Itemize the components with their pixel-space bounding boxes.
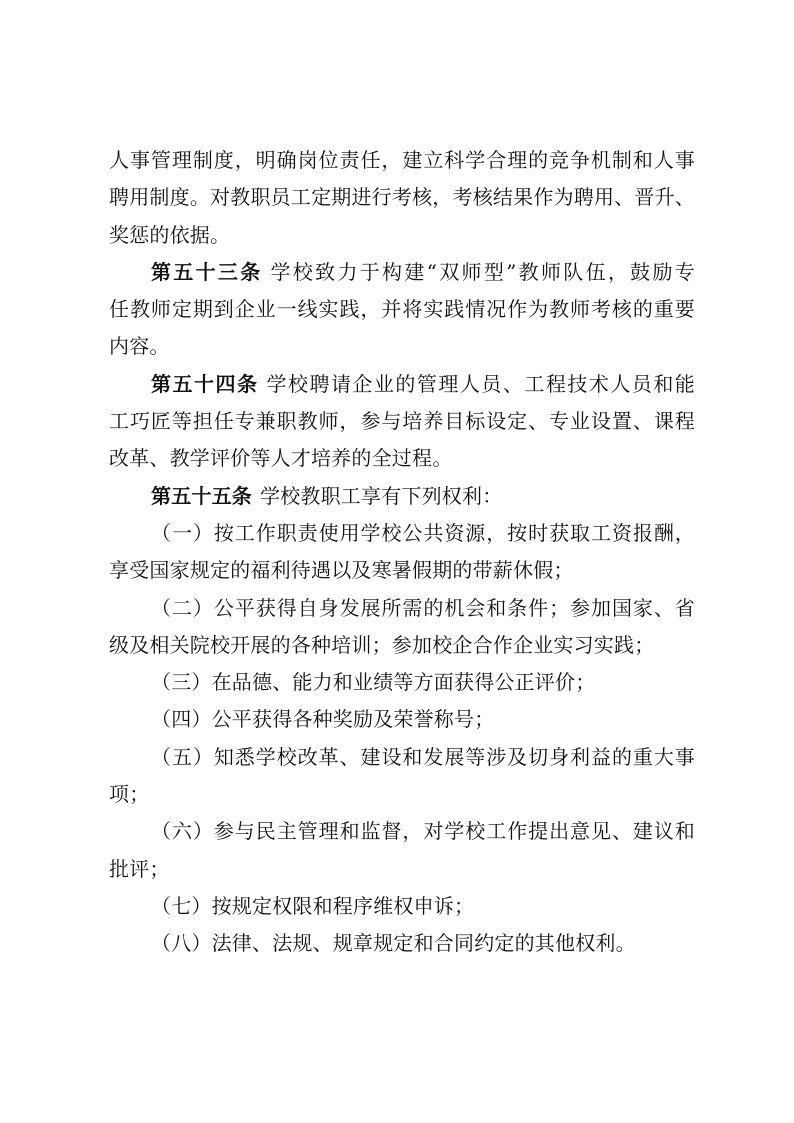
line-text: 学校聘请企业的管理人员、工程技术人员和能	[266, 371, 695, 396]
list-item-line	[109, 515, 695, 552]
text-line	[109, 851, 695, 888]
article-54-line	[109, 366, 695, 403]
line-text: 奖惩的依据。	[109, 222, 231, 247]
line-text: （八）法律、法规、规章规定和合同约定的其他权利。	[151, 931, 636, 956]
list-item-line	[109, 664, 695, 701]
line-text: 内容。	[109, 334, 170, 359]
line-text: 人事管理制度，明确岗位责任，建立科学合理的竞争机制和人事	[109, 148, 695, 172]
text-line	[109, 328, 695, 365]
article-number: 第五十五条	[151, 483, 252, 508]
line-text: 学校教职工享有下列权利：	[260, 483, 503, 508]
line-text: 任教师定期到企业一线实践，并将实践情况作为教师考核的重要	[109, 297, 695, 322]
line-text: 项；	[109, 782, 150, 807]
line-text: 级及相关院校开展的各种培训；参加校企合作企业实习实践；	[109, 632, 655, 657]
list-item-line	[109, 739, 695, 776]
line-text: （五）知悉学校改革、建设和发展等涉及切身利益的重大事	[151, 744, 695, 769]
line-text: （三）在品德、能力和业绩等方面获得公正评价；	[151, 670, 596, 695]
line-text: 聘用制度。对教职员工定期进行考核，考核结果作为聘用、晋升、	[109, 185, 695, 210]
line-text: （七）按规定权限和程序维权申诉；	[151, 893, 475, 918]
text-line	[109, 142, 695, 179]
text-line	[109, 217, 695, 254]
text-line	[109, 776, 695, 813]
line-text: 批评；	[109, 856, 170, 881]
document-body	[109, 142, 695, 963]
text-line	[109, 552, 695, 589]
list-item-line	[109, 590, 695, 627]
text-line	[109, 291, 695, 328]
article-number: 第五十四条	[151, 371, 259, 396]
list-item-line	[109, 925, 695, 962]
article-55-line	[109, 478, 695, 515]
text-line	[109, 403, 695, 440]
line-text: （二）公平获得自身发展所需的机会和条件；参加国家、省	[151, 595, 695, 620]
line-text: （六）参与民主管理和监督，对学校工作提出意见、建议和	[151, 819, 695, 844]
line-text: 改革、教学评价等人才培养的全过程。	[109, 446, 453, 471]
line-text: （四）公平获得各种奖励及荣誉称号；	[151, 707, 495, 732]
list-item-line	[109, 813, 695, 850]
line-text: 学校致力于构建“双师型”教师队伍，鼓励专	[270, 259, 695, 284]
article-53-line	[109, 254, 695, 291]
line-text: （一）按工作职责使用学校公共资源，按时获取工资报酬，	[151, 520, 695, 545]
text-line	[109, 179, 695, 216]
line-text: 享受国家规定的福利待遇以及寒暑假期的带薪休假；	[109, 558, 574, 583]
article-number: 第五十三条	[151, 259, 263, 284]
text-line	[109, 627, 695, 664]
line-text: 工巧匠等担任专兼职教师，参与培养目标设定、专业设置、课程	[109, 409, 695, 434]
text-line	[109, 440, 695, 477]
list-item-line	[109, 701, 695, 738]
list-item-line	[109, 888, 695, 925]
